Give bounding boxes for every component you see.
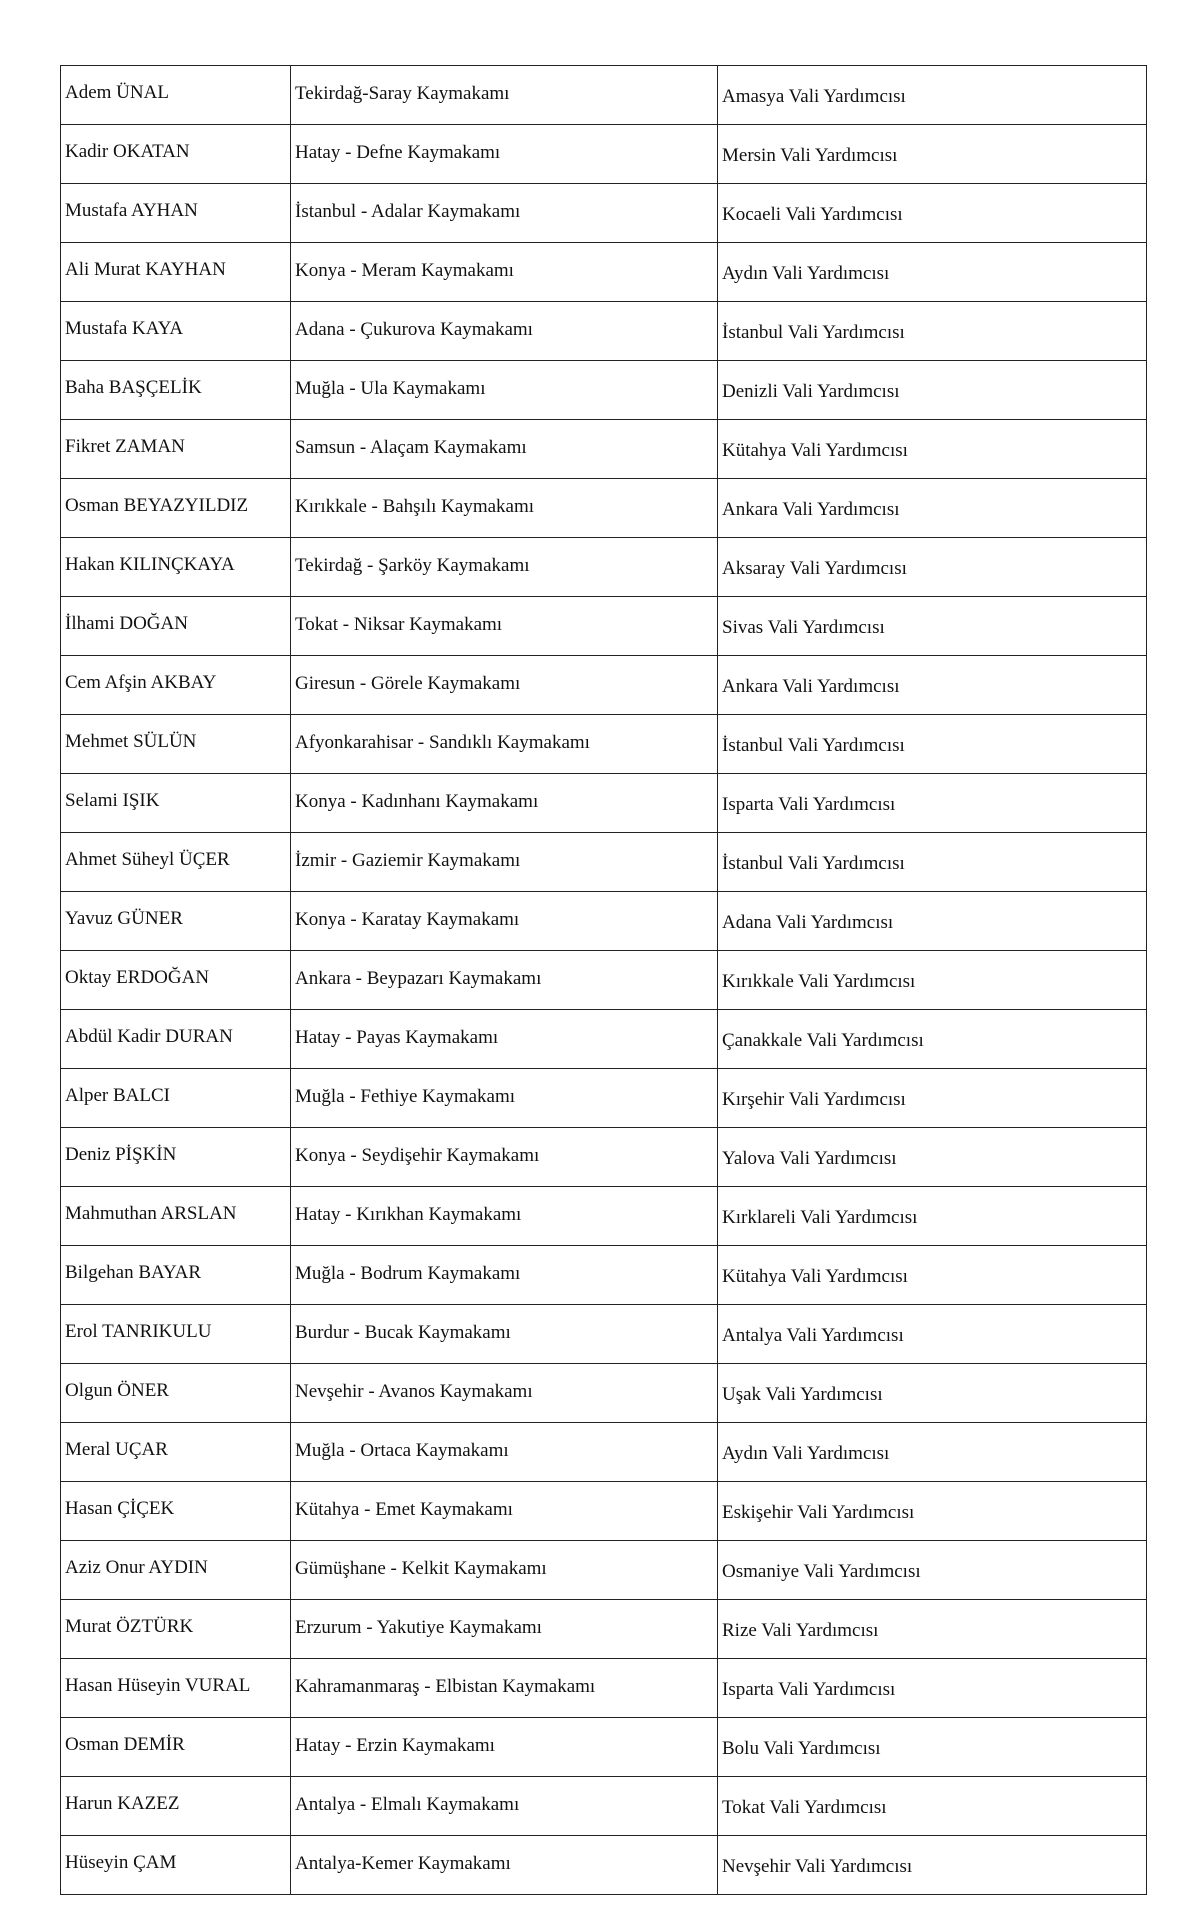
current-post-cell: Afyonkarahisar - Sandıklı Kaymakamı [291,715,718,774]
current-post-cell: Hatay - Payas Kaymakamı [291,1010,718,1069]
new-post-cell: Yalova Vali Yardımcısı [718,1128,1147,1187]
new-post-cell: Mersin Vali Yardımcısı [718,125,1147,184]
current-post-cell: Erzurum - Yakutiye Kaymakamı [291,1600,718,1659]
person-name-cell: Deniz PİŞKİN [61,1128,291,1187]
new-post-cell: Kırşehir Vali Yardımcısı [718,1069,1147,1128]
table-row [61,774,1147,833]
person-name-cell: Mahmuthan ARSLAN [61,1187,291,1246]
new-post-cell: Tokat Vali Yardımcısı [718,1777,1147,1836]
new-post-cell: Osmaniye Vali Yardımcısı [718,1541,1147,1600]
current-post-cell: Gümüşhane - Kelkit Kaymakamı [291,1541,718,1600]
appointments-table [60,65,1147,1895]
table-row [61,1305,1147,1364]
person-name-cell: Oktay ERDOĞAN [61,951,291,1010]
new-post-cell: Kocaeli Vali Yardımcısı [718,184,1147,243]
table-row [61,715,1147,774]
new-post-cell: Isparta Vali Yardımcısı [718,1659,1147,1718]
current-post-cell: Hatay - Kırıkhan Kaymakamı [291,1187,718,1246]
table-row [61,538,1147,597]
table-row [61,833,1147,892]
table-row [61,1246,1147,1305]
current-post-cell: İzmir - Gaziemir Kaymakamı [291,833,718,892]
person-name-cell: Baha BAŞÇELİK [61,361,291,420]
person-name-cell: Bilgehan BAYAR [61,1246,291,1305]
appointments-table-body [61,66,1147,1895]
current-post-cell: Konya - Meram Kaymakamı [291,243,718,302]
table-row [61,1364,1147,1423]
person-name-cell: Hasan Hüseyin VURAL [61,1659,291,1718]
new-post-cell: Aksaray Vali Yardımcısı [718,538,1147,597]
table-row [61,1069,1147,1128]
new-post-cell: Çanakkale Vali Yardımcısı [718,1010,1147,1069]
table-row [61,361,1147,420]
current-post-cell: Giresun - Görele Kaymakamı [291,656,718,715]
table-row [61,1541,1147,1600]
current-post-cell: Burdur - Bucak Kaymakamı [291,1305,718,1364]
person-name-cell: Harun KAZEZ [61,1777,291,1836]
person-name-cell: İlhami DOĞAN [61,597,291,656]
table-row [61,597,1147,656]
table-row [61,184,1147,243]
person-name-cell: Adem ÜNAL [61,66,291,125]
current-post-cell: Muğla - Ortaca Kaymakamı [291,1423,718,1482]
new-post-cell: İstanbul Vali Yardımcısı [718,833,1147,892]
table-row [61,951,1147,1010]
current-post-cell: Hatay - Defne Kaymakamı [291,125,718,184]
new-post-cell: Kırıkkale Vali Yardımcısı [718,951,1147,1010]
current-post-cell: Muğla - Bodrum Kaymakamı [291,1246,718,1305]
new-post-cell: Sivas Vali Yardımcısı [718,597,1147,656]
table-row [61,892,1147,951]
table-row [61,66,1147,125]
current-post-cell: Antalya - Elmalı Kaymakamı [291,1777,718,1836]
current-post-cell: Kırıkkale - Bahşılı Kaymakamı [291,479,718,538]
new-post-cell: Kütahya Vali Yardımcısı [718,420,1147,479]
new-post-cell: Adana Vali Yardımcısı [718,892,1147,951]
table-row [61,1836,1147,1895]
new-post-cell: Isparta Vali Yardımcısı [718,774,1147,833]
person-name-cell: Fikret ZAMAN [61,420,291,479]
person-name-cell: Ali Murat KAYHAN [61,243,291,302]
new-post-cell: İstanbul Vali Yardımcısı [718,715,1147,774]
person-name-cell: Kadir OKATAN [61,125,291,184]
person-name-cell: Ahmet Süheyl ÜÇER [61,833,291,892]
current-post-cell: Hatay - Erzin Kaymakamı [291,1718,718,1777]
current-post-cell: Muğla - Ula Kaymakamı [291,361,718,420]
table-row [61,1187,1147,1246]
current-post-cell: Kütahya - Emet Kaymakamı [291,1482,718,1541]
person-name-cell: Aziz Onur AYDIN [61,1541,291,1600]
person-name-cell: Hasan ÇİÇEK [61,1482,291,1541]
person-name-cell: Osman BEYAZYILDIZ [61,479,291,538]
current-post-cell: Antalya-Kemer Kaymakamı [291,1836,718,1895]
current-post-cell: Samsun - Alaçam Kaymakamı [291,420,718,479]
current-post-cell: Tekirdağ-Saray Kaymakamı [291,66,718,125]
new-post-cell: Kırklareli Vali Yardımcısı [718,1187,1147,1246]
current-post-cell: Ankara - Beypazarı Kaymakamı [291,951,718,1010]
person-name-cell: Hüseyin ÇAM [61,1836,291,1895]
current-post-cell: İstanbul - Adalar Kaymakamı [291,184,718,243]
current-post-cell: Muğla - Fethiye Kaymakamı [291,1069,718,1128]
new-post-cell: Aydın Vali Yardımcısı [718,1423,1147,1482]
table-row [61,1600,1147,1659]
table-row [61,1482,1147,1541]
person-name-cell: Abdül Kadir DURAN [61,1010,291,1069]
current-post-cell: Konya - Kadınhanı Kaymakamı [291,774,718,833]
person-name-cell: Mustafa AYHAN [61,184,291,243]
table-row [61,125,1147,184]
new-post-cell: Amasya Vali Yardımcısı [718,66,1147,125]
person-name-cell: Meral UÇAR [61,1423,291,1482]
new-post-cell: Antalya Vali Yardımcısı [718,1305,1147,1364]
new-post-cell: Aydın Vali Yardımcısı [718,243,1147,302]
person-name-cell: Hakan KILINÇKAYA [61,538,291,597]
table-row [61,1718,1147,1777]
current-post-cell: Kahramanmaraş - Elbistan Kaymakamı [291,1659,718,1718]
current-post-cell: Nevşehir - Avanos Kaymakamı [291,1364,718,1423]
new-post-cell: İstanbul Vali Yardımcısı [718,302,1147,361]
table-row [61,656,1147,715]
person-name-cell: Selami IŞIK [61,774,291,833]
table-row [61,1128,1147,1187]
table-row [61,479,1147,538]
current-post-cell: Konya - Karatay Kaymakamı [291,892,718,951]
new-post-cell: Bolu Vali Yardımcısı [718,1718,1147,1777]
new-post-cell: Ankara Vali Yardımcısı [718,656,1147,715]
current-post-cell: Tekirdağ - Şarköy Kaymakamı [291,538,718,597]
new-post-cell: Nevşehir Vali Yardımcısı [718,1836,1147,1895]
table-row [61,1423,1147,1482]
current-post-cell: Adana - Çukurova Kaymakamı [291,302,718,361]
table-row [61,302,1147,361]
new-post-cell: Denizli Vali Yardımcısı [718,361,1147,420]
new-post-cell: Rize Vali Yardımcısı [718,1600,1147,1659]
table-row [61,1777,1147,1836]
person-name-cell: Erol TANRIKULU [61,1305,291,1364]
person-name-cell: Osman DEMİR [61,1718,291,1777]
new-post-cell: Kütahya Vali Yardımcısı [718,1246,1147,1305]
current-post-cell: Konya - Seydişehir Kaymakamı [291,1128,718,1187]
new-post-cell: Uşak Vali Yardımcısı [718,1364,1147,1423]
person-name-cell: Mehmet SÜLÜN [61,715,291,774]
person-name-cell: Cem Afşin AKBAY [61,656,291,715]
person-name-cell: Olgun ÖNER [61,1364,291,1423]
person-name-cell: Murat ÖZTÜRK [61,1600,291,1659]
table-row [61,1010,1147,1069]
table-row [61,420,1147,479]
person-name-cell: Alper BALCI [61,1069,291,1128]
new-post-cell: Ankara Vali Yardımcısı [718,479,1147,538]
person-name-cell: Yavuz GÜNER [61,892,291,951]
table-row [61,243,1147,302]
current-post-cell: Tokat - Niksar Kaymakamı [291,597,718,656]
person-name-cell: Mustafa KAYA [61,302,291,361]
new-post-cell: Eskişehir Vali Yardımcısı [718,1482,1147,1541]
table-row [61,1659,1147,1718]
